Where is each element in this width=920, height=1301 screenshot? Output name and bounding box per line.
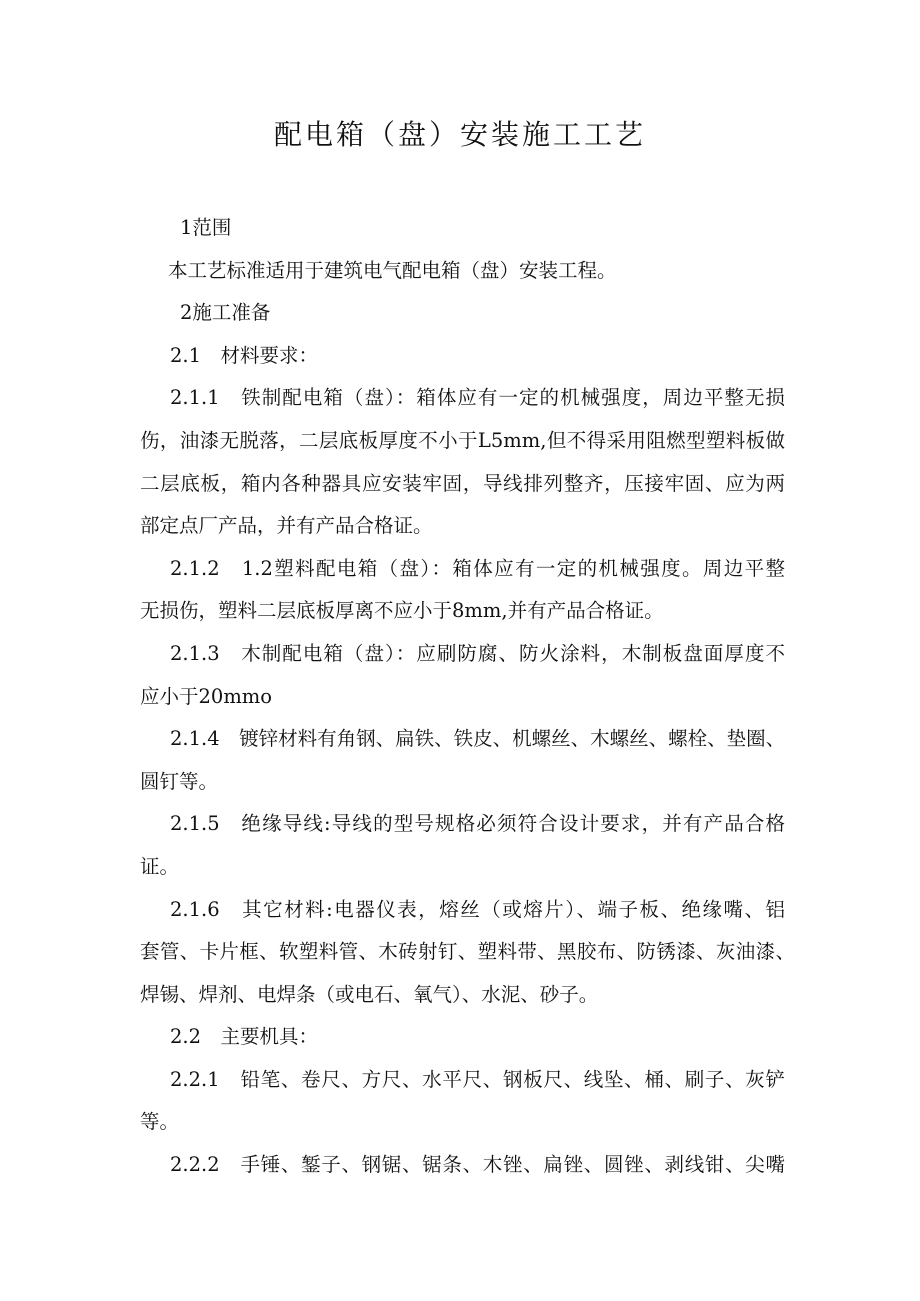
paragraph-line: 2.1.4 镀锌材料有角钢、扁铁、铁皮、机螺丝、木螺丝、螺栓、垫圈、 (170, 727, 786, 751)
paragraph-line: 伤，油漆无脱落，二层底板厚度不小于L5mm,但不得采用阻燃型塑料板做 (140, 428, 785, 452)
paragraph-line: 应小于20mmo (140, 684, 273, 708)
paragraph-line: 2.1.2 1.2塑料配电箱（盘）：箱体应有一定的机械强度。周边平整 (170, 556, 785, 580)
section-heading: 2施工准备 (180, 301, 271, 325)
paragraph-line: 圆钉等。 (140, 769, 219, 793)
subsection-heading: 2.1 材料要求： (170, 343, 319, 367)
paragraph-line: 2.1.6 其它材料:电器仪表，熔丝（或熔片）、端子板、绝缘嘴、铝 (170, 897, 785, 921)
paragraph-line: 2.1.1 铁制配电箱（盘）：箱体应有一定的机械强度，周边平整无损 (170, 386, 785, 410)
document-title: 配电箱（盘）安装施工工艺 (273, 118, 646, 151)
paragraph-line: 证。 (140, 854, 180, 878)
paragraph-line: 焊锡、焊剂、电焊条（或电石、氧气）、水泥、砂子。 (140, 982, 599, 1006)
paragraph-line: 等。 (140, 1110, 180, 1134)
paragraph-line: 2.2.1 铅笔、卷尺、方尺、水平尺、钢板尺、线坠、桶、刷子、灰铲 (170, 1067, 785, 1091)
paragraph-line: 本工艺标准适用于建筑电气配电箱（盘）安装工程。 (168, 258, 617, 282)
paragraph-line: 套管、卡片框、软塑料管、木砖射钉、塑料带、黑胶布、防锈漆、灰油漆、 (140, 940, 795, 964)
paragraph-line: 二层底板，箱内各种器具应安装牢固，导线排列整齐，压接牢固、应为两 (140, 471, 785, 495)
paragraph-line: 2.1.3 木制配电箱（盘）：应刷防腐、防火涂料，木制板盘面厚度不 (170, 641, 785, 665)
paragraph-line: 2.2.2 手锤、錾子、钢锯、锯条、木锉、扁锉、圆锉、剥线钳、尖嘴 (170, 1153, 785, 1177)
subsection-heading: 2.2 主要机具： (170, 1025, 319, 1049)
paragraph-line: 2.1.5 绝缘导线:导线的型号规格必须符合设计要求，并有产品合格 (170, 812, 785, 836)
section-heading: 1范围 (180, 216, 232, 239)
document-body (140, 207, 795, 1187)
paragraph-line: 无损伤，塑料二层底板厚离不应小于8mm,并有产品合格证。 (140, 599, 664, 623)
paragraph-line: 部定点厂产品，并有产品合格证。 (140, 514, 433, 538)
